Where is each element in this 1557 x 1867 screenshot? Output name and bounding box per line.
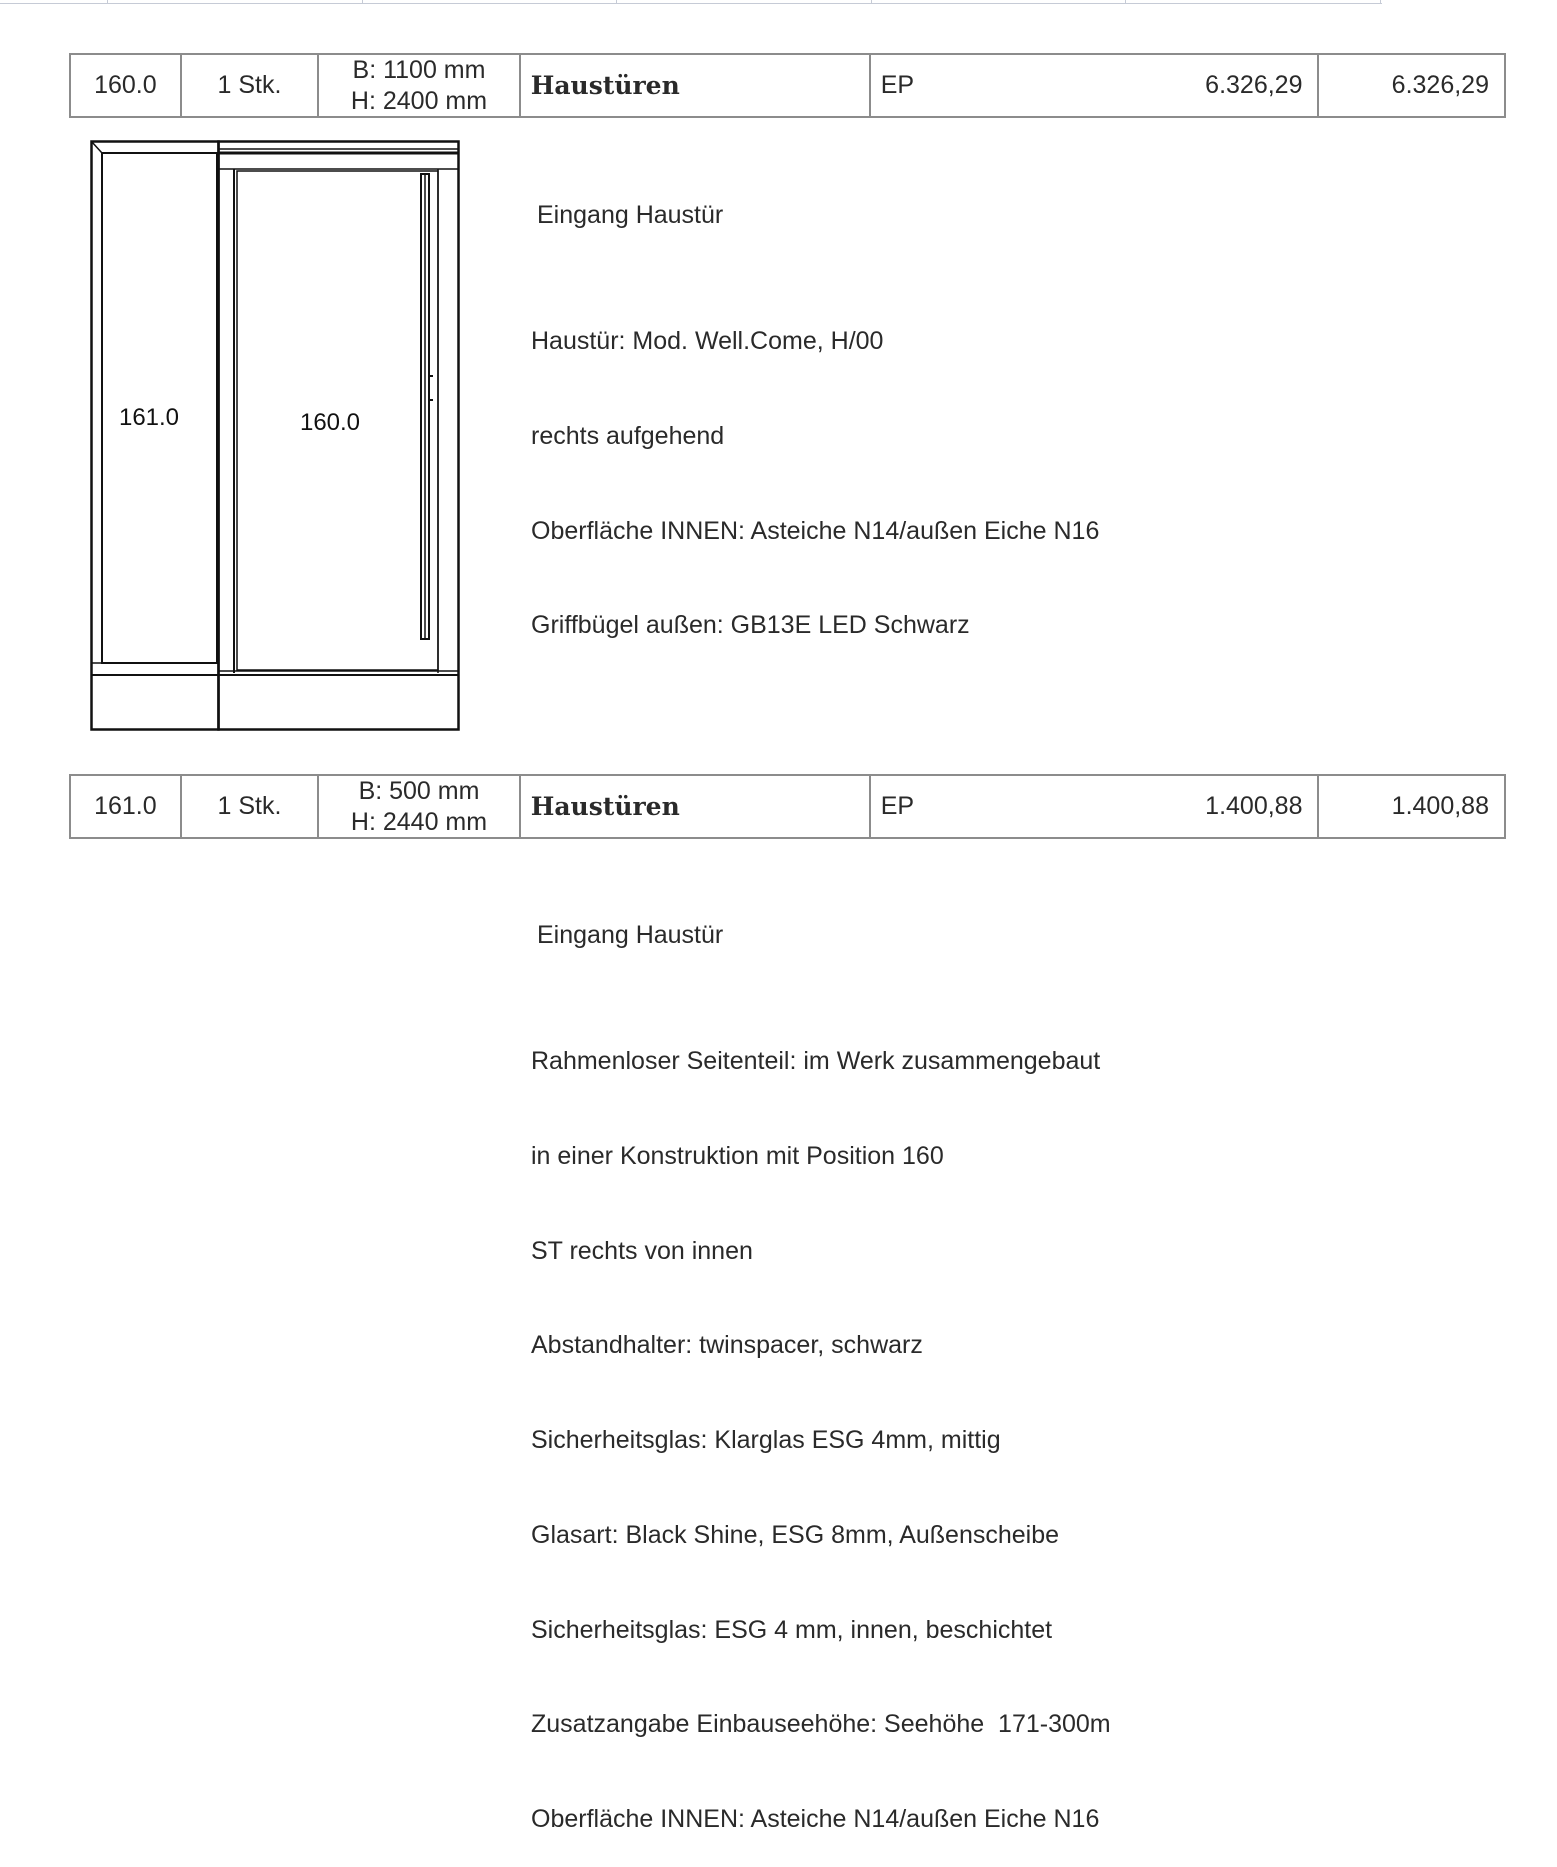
description-line: Oberfläche INNEN: Asteiche N14/außen Eiche N16 (531, 516, 1100, 545)
description-line: Sicherheitsglas: ESG 4 mm, innen, beschichtet (531, 1615, 1053, 1644)
position-name: Haustüren (521, 55, 871, 116)
side-panel-corner (92, 142, 103, 154)
position-description-160 (531, 137, 1099, 674)
description-line: Haustür: Mod. Well.Come, H/00 (531, 326, 884, 355)
top-table-cell (1126, 0, 1381, 3)
description-heading: Eingang Haustür (537, 921, 724, 950)
description-line: Glasart: Black Shine, ESG 8mm, Außenscheibe (531, 1520, 1060, 1549)
top-table-edge (0, 0, 1382, 4)
position-unit-price-cell (871, 776, 1319, 837)
door-label: 160.0 (299, 409, 361, 436)
position-name: Haustüren (521, 776, 871, 837)
position-height: H: 2440 mm (350, 807, 488, 836)
description-line: in einer Konstruktion mit Position 160 (531, 1141, 944, 1170)
top-table-cell (363, 0, 617, 3)
side-panel-label: 161.0 (118, 404, 180, 431)
position-number: 160.0 (71, 55, 182, 116)
description-line: Abstandhalter: twinspacer, schwarz (531, 1331, 923, 1360)
position-row-161 (69, 774, 1506, 839)
description-line: rechts aufgehend (531, 421, 725, 450)
position-unit-price-cell (871, 55, 1319, 116)
price-label: EP (880, 792, 915, 820)
position-description-161 (531, 857, 1111, 1867)
unit-price: 1.400,88 (1205, 792, 1303, 820)
description-line: ST rechts von innen (531, 1236, 753, 1265)
position-dimensions (319, 776, 520, 837)
price-label: EP (880, 71, 915, 99)
top-table-cell (108, 0, 363, 3)
position-number: 161.0 (71, 776, 182, 837)
description-line: Sicherheitsglas: Klarglas ESG 4mm, mittig (531, 1426, 1001, 1455)
description-line: Rahmenloser Seitenteil: im Werk zusammengebaut (531, 1046, 1101, 1075)
position-height: H: 2400 mm (350, 86, 488, 115)
total-price: 1.400,88 (1391, 792, 1489, 820)
position-width: B: 500 mm (358, 776, 480, 805)
description-line: Oberfläche INNEN: Asteiche N14/außen Eiche N16 (531, 1805, 1100, 1834)
position-quantity: 1 Stk. (182, 55, 320, 116)
top-table-cell (872, 0, 1126, 3)
total-price: 6.326,29 (1391, 71, 1489, 99)
side-panel-outline (92, 142, 219, 730)
door-technical-drawing (88, 138, 464, 734)
unit-price: 6.326,29 (1205, 71, 1303, 99)
description-line: Zusatzangabe Einbauseehöhe: Seehöhe 171-300m (531, 1710, 1111, 1739)
top-table-cell (0, 0, 108, 3)
top-table-cell (617, 0, 872, 3)
position-row-160 (69, 53, 1506, 118)
description-heading: Eingang Haustür (537, 201, 724, 230)
position-quantity: 1 Stk. (182, 776, 320, 837)
description-line: Griffbügel außen: GB13E LED Schwarz (531, 611, 970, 640)
position-dimensions (319, 55, 520, 116)
position-width: B: 1100 mm (352, 55, 486, 84)
